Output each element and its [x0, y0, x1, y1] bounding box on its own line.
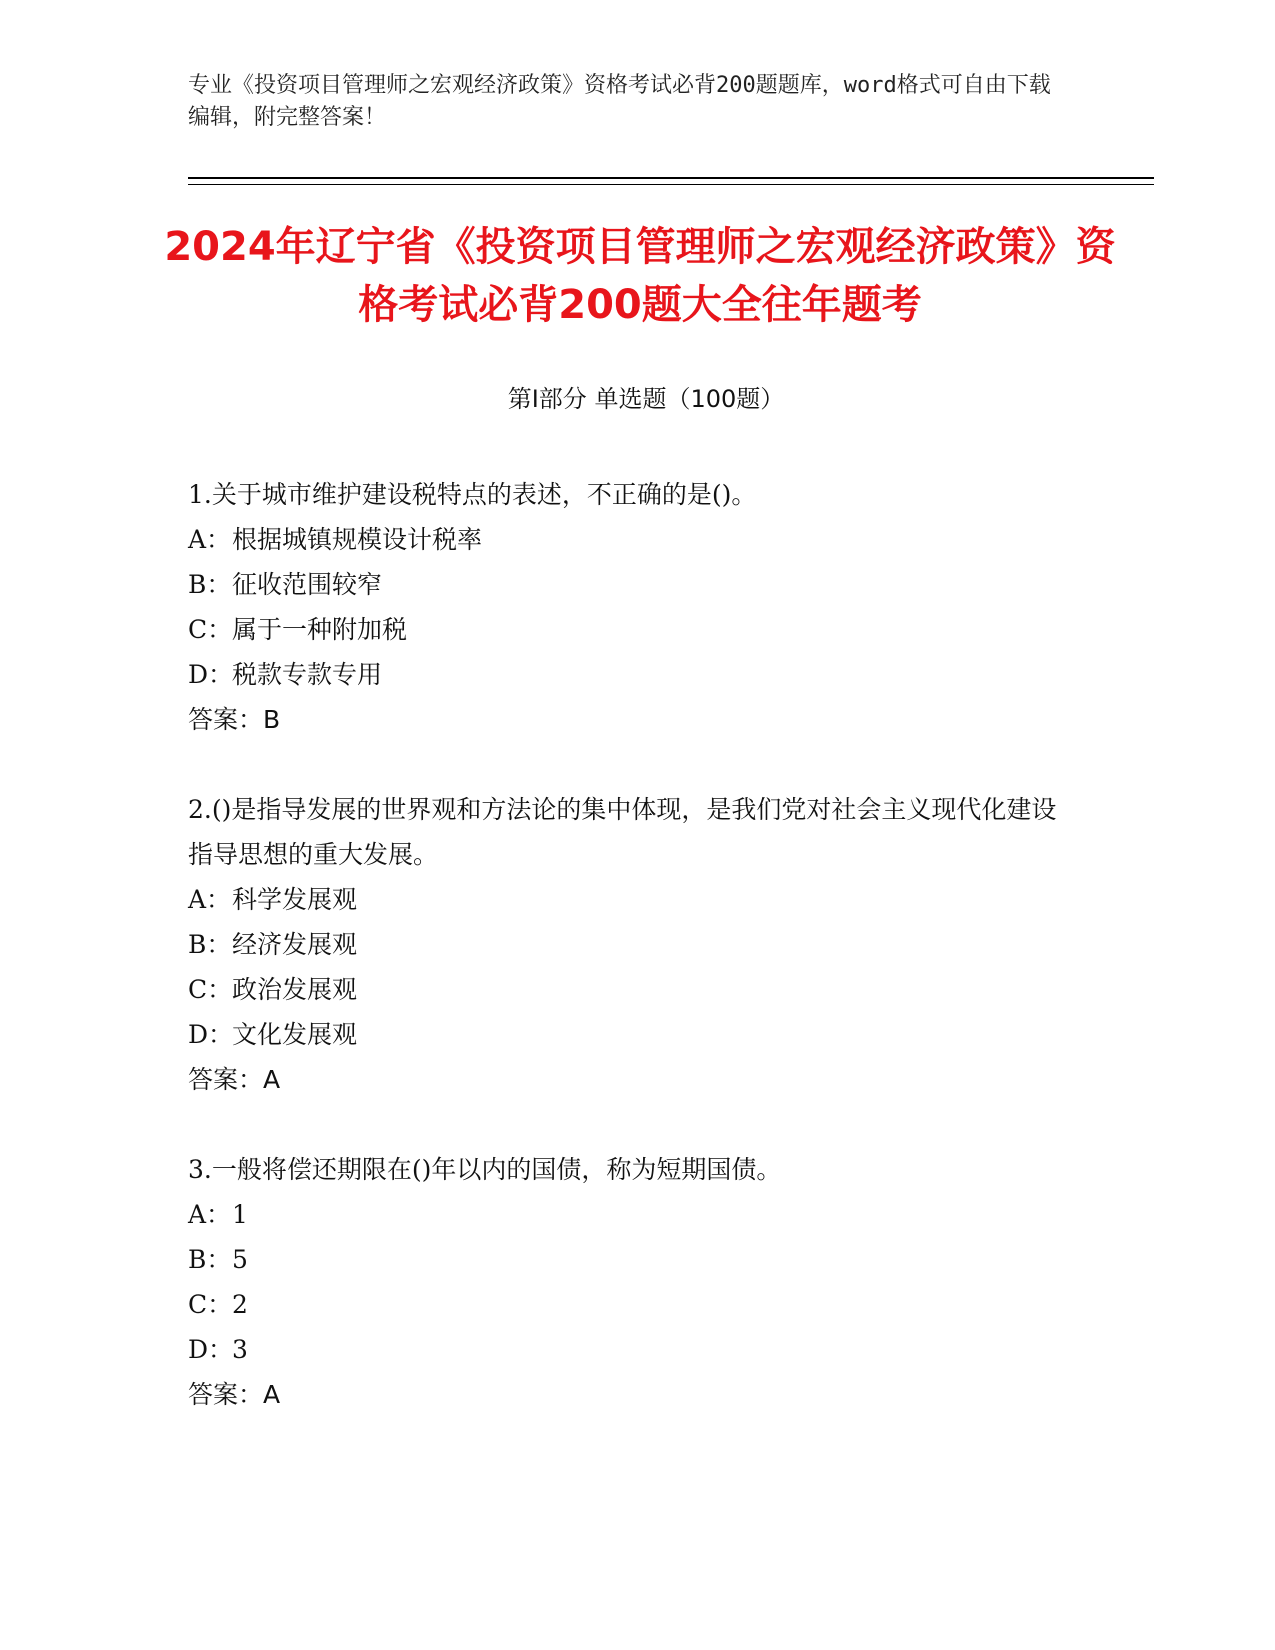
option-text: 属于一种附加税 [232, 615, 408, 644]
option-letter: B： [188, 930, 232, 959]
option-letter: C： [188, 615, 233, 644]
header-note: 专业《投资项目管理师之宏观经济政策》资格考试必背200题题库，word格式可自由下载编辑，附完整答案！ [188, 73, 1051, 130]
option-a [188, 517, 1068, 562]
option-d [188, 1012, 1068, 1057]
option-text: 征收范围较窄 [232, 570, 383, 599]
option-text: 税款专款专用 [232, 660, 383, 689]
option-text: 科学发展观 [232, 885, 358, 914]
document-title: 2024年辽宁省《投资项目管理师之宏观经济政策》资格考试必背200题大全往年题考 [164, 224, 1116, 328]
option-c [188, 607, 1068, 652]
question-2 [188, 787, 1068, 1103]
option-letter: A： [188, 885, 232, 914]
option-text: 3 [232, 1335, 248, 1364]
option-b [188, 562, 1068, 607]
option-a [188, 1192, 1068, 1237]
question-stem: 3.一般将偿还期限在()年以内的国债，称为短期国债。 [188, 1155, 782, 1184]
header-divider-thin [188, 184, 1154, 185]
option-text: 根据城镇规模设计税率 [232, 525, 483, 554]
question-list [188, 472, 1068, 1462]
option-d [188, 652, 1068, 697]
option-text: 文化发展观 [232, 1020, 358, 1049]
question-3 [188, 1147, 1068, 1418]
option-letter: D： [188, 1020, 234, 1049]
header-divider-thick [188, 177, 1154, 179]
option-letter: B： [188, 570, 232, 599]
question-stem: 2.()是指导发展的世界观和方法论的集中体现，是我们党对社会主义现代化建设指导思想的重大发展。 [188, 795, 1057, 869]
option-letter: A： [188, 1200, 232, 1229]
option-text: 5 [232, 1245, 248, 1274]
question-stem: 1.关于城市维护建设税特点的表述，不正确的是()。 [188, 480, 757, 509]
option-b [188, 922, 1068, 967]
option-b [188, 1237, 1068, 1282]
option-text: 1 [232, 1200, 248, 1229]
option-letter: C： [188, 975, 233, 1004]
answer-line: 答案：A [188, 1380, 281, 1409]
option-text: 2 [232, 1290, 248, 1319]
option-d [188, 1327, 1068, 1372]
option-c [188, 1282, 1068, 1327]
section-heading: 第I部分 单选题（100题） [507, 385, 785, 413]
answer-line: 答案：A [188, 1065, 281, 1094]
option-c [188, 967, 1068, 1012]
option-letter: B： [188, 1245, 232, 1274]
option-letter: D： [188, 1335, 234, 1364]
option-letter: D： [188, 660, 234, 689]
option-letter: A： [188, 525, 232, 554]
question-1 [188, 472, 1068, 743]
option-text: 政治发展观 [232, 975, 358, 1004]
answer-line: 答案：B [188, 705, 281, 734]
option-text: 经济发展观 [232, 930, 358, 959]
option-letter: C： [188, 1290, 233, 1319]
option-a [188, 877, 1068, 922]
